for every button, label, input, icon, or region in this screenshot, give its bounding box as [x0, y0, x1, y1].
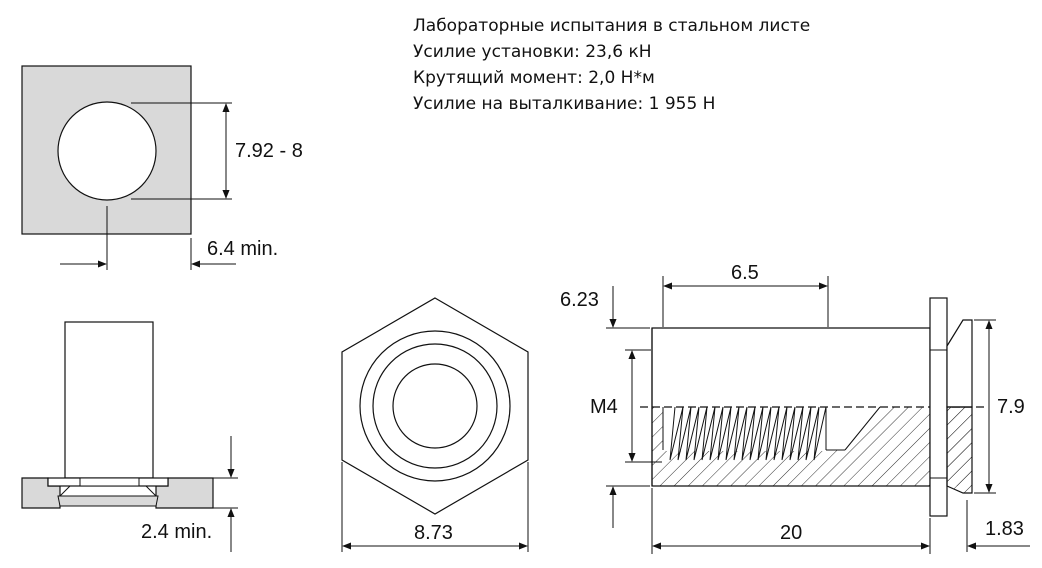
thread-size-label: M4: [590, 396, 618, 418]
head-height-label: 1.83: [985, 518, 1024, 540]
thread-depth-label: 6.5: [731, 262, 759, 284]
spec-title: Лабораторные испытания в стальном листе: [413, 16, 811, 36]
edge-distance-label: 6.4 min.: [207, 238, 279, 260]
head-offset-label: 6.23: [560, 289, 599, 311]
hex-width-label: 8.73: [414, 522, 453, 544]
hex-outline: [342, 298, 528, 514]
mounting-hole: [58, 102, 156, 200]
mounting-hole-view: [22, 66, 303, 270]
spec-torque: Крутящий момент: 2,0 Н*м: [413, 68, 655, 88]
hole-diameter-label: 7.92 - 8: [235, 140, 303, 162]
section-view: [560, 262, 1030, 554]
head-flange: [930, 298, 947, 516]
installed-side-view: [22, 322, 238, 552]
clinch-ring-top: [947, 320, 972, 407]
length-label: 20: [780, 522, 803, 544]
sheet-thickness-label: 2.4 min.: [141, 521, 213, 543]
body-diameter-label: 7.9: [997, 396, 1025, 418]
spec-pushout-force: Усилие на выталкивание: 1 955 Н: [413, 94, 716, 114]
hex-top-view: [342, 298, 528, 552]
standoff-clinch: [58, 496, 158, 506]
clinch-ring-bottom: [947, 407, 972, 493]
spec-install-force: Усилие установки: 23,6 кН: [413, 42, 652, 62]
standoff-collar: [80, 478, 139, 486]
standoff-body: [65, 322, 153, 478]
